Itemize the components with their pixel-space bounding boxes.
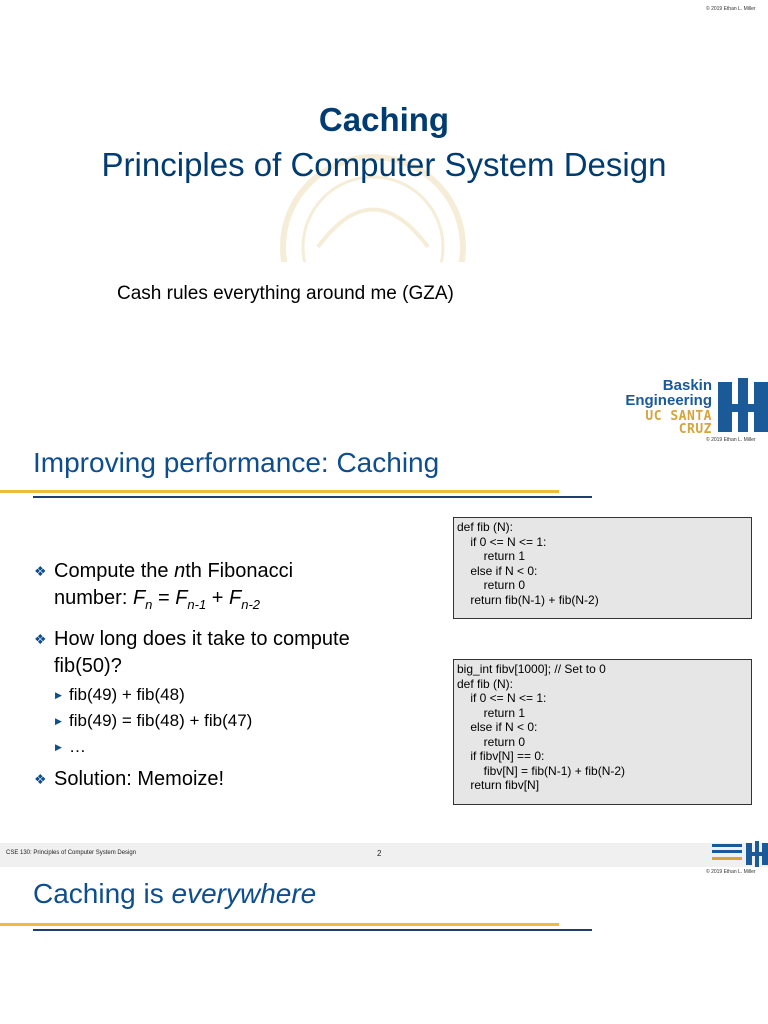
bullet-fibonacci — [34, 558, 364, 618]
sub-bullet-text: fib(49) + fib(48) — [69, 685, 185, 704]
diamond-bullet-icon: ❖ — [34, 771, 47, 787]
tagline: Cash rules everything around me (GZA) — [117, 283, 454, 304]
slide3-heading — [33, 878, 316, 910]
formula-symbol: F — [132, 587, 146, 609]
bullet-text: Solution: Memoize! — [54, 768, 225, 790]
heading-text-italic: everywhere — [171, 878, 317, 909]
bullet-list — [34, 558, 364, 801]
code-block-fib: def fib (N): if 0 <= N <= 1: return 1 else if N < 0: return 0 return fib(N-1) + fib(N-2) — [453, 517, 752, 619]
copyright-notice: © 2019 Ethan L. Miller — [706, 437, 756, 443]
sub-bullet — [34, 708, 364, 734]
diamond-bullet-icon: ❖ — [34, 631, 47, 647]
slide-title: Caching — [318, 101, 450, 138]
triangle-bullet-icon: ▶ — [55, 690, 62, 700]
heading-text: Caching is — [33, 878, 172, 909]
baskin-engineering-logo — [625, 377, 768, 437]
bullet-text-italic: n — [174, 560, 186, 582]
logo-mark-icon — [718, 378, 768, 432]
sub-bullet-text: fib(49) = fib(48) + fib(47) — [69, 711, 253, 730]
copyright-notice: © 2019 Ethan L. Miller — [706, 869, 756, 875]
triangle-bullet-icon: ▶ — [55, 716, 62, 726]
logo-baskin-text: Baskin — [662, 377, 712, 394]
bullet-text: How long does it take to compute fib(50)? — [54, 628, 350, 677]
formula-subscript: n-1 — [187, 597, 207, 612]
heading-rule-blue — [33, 929, 592, 931]
heading-rule-gold — [0, 923, 559, 926]
formula-subscript: n-2 — [241, 597, 261, 612]
formula-symbol: F — [175, 587, 188, 609]
copyright-notice: © 2019 Ethan L. Miller — [706, 6, 756, 12]
code-block-memoized-fib: big_int fibv[1000]; // Set to 0 def fib (N): if 0 <= N <= 1: return 1 else if N < 0: return 0 if fibv[N] == 0: fibv[N] = fib(N-1) + fib(N-2) return fibv[N] — [453, 659, 752, 805]
sub-bullet-text: … — [69, 737, 86, 756]
diamond-bullet-icon: ❖ — [34, 563, 47, 579]
bullet-text: Compute the — [54, 560, 175, 582]
footer-logo-icon — [712, 841, 768, 867]
heading-rule-blue — [33, 496, 592, 498]
bullet-text: th Fibonacci — [185, 560, 294, 582]
slide-number: 2 — [377, 849, 382, 858]
bullet-text: number: — [54, 587, 133, 609]
logo-ucsc-text: UC SANTA CRUZ — [645, 409, 712, 437]
logo-engineering-text: Engineering — [625, 392, 712, 409]
slide-subtitle: Principles of Computer System Design — [101, 146, 667, 183]
heading-rule-gold — [0, 490, 559, 493]
formula-operator: + — [206, 587, 229, 609]
bullet-how-long — [34, 626, 364, 680]
slide2-heading: Improving performance: Caching — [33, 447, 440, 478]
sub-bullet — [34, 682, 364, 708]
bullet-solution — [34, 766, 364, 793]
footer-course-title: CSE 130: Principles of Computer System Design — [6, 850, 137, 856]
triangle-bullet-icon: ▶ — [55, 742, 62, 752]
sub-bullet-list — [34, 682, 364, 760]
formula-operator: = — [152, 587, 176, 609]
formula-subscript: n — [145, 597, 153, 612]
formula-symbol: F — [229, 587, 242, 609]
sub-bullet — [34, 734, 364, 760]
